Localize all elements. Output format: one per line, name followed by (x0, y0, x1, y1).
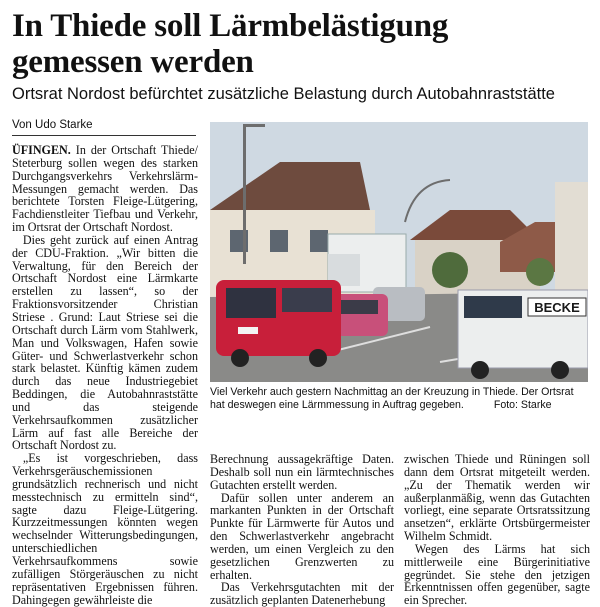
caption-line-2: hat deswegen eine Lärmmessung in Auftrag gegeben. (210, 399, 464, 411)
dateline: ÜFINGEN. (12, 143, 71, 157)
becker-truck-window (464, 296, 522, 318)
paragraph: Berechnung aussagekräftige Daten. Deshalb soll nun ein lärmtechnisches Gutachten erstellt werden. (210, 452, 394, 492)
photo-caption (210, 386, 590, 412)
photo-credit: Foto: Starke (493, 399, 552, 411)
street-lamp (243, 124, 246, 264)
paragraph: Dies geht zurück auf einen Antrag der CDU-Fraktion. „Wir bitten die Verwaltung, für den Bereich der Ortschaft Nordost eine Lärmkarte erstellen zu lassen“, so der Fraktionsvorsitzender Christian Striese . Grund: Laut Striese sei die Ortschaft durch Lärm vom Stahlwerk, Man und Volkswagen, Hafen sowie Güter- und Schwerlastverkehr schon stark belastet. Künftig kämen zudem durch das neue Industriegebiet Beddingen, die Autobahnraststätte und das steigende Verkehrsaufkommen zusätzlicher Lärm auf fast alle Bereiche der Ortschaft Nordost zu. (12, 232, 198, 453)
headline-line-2: gemessen werden (12, 44, 254, 80)
paragraph-text: In der Ortschaft Thiede/ Steterburg sollen wegen des starken Durchgangsverkehrs Verkehrslärm-Messungen gemacht werden. Das berichtete Torsten Fleige-Lütgering, Fachdienstleiter Tiefbau und Verkehr, im Ortsrat der Ortschaft Nordost. (12, 143, 198, 235)
tree (526, 258, 554, 286)
byline: Von Udo Starke (12, 118, 196, 136)
wheel (551, 361, 569, 379)
headline (12, 8, 592, 80)
subheadline: Ortsrat Nordost befürchtet zusätzliche Belastung durch Autobahnraststätte (12, 85, 555, 103)
paragraph: Das Verkehrsgutachten mit der zusätzlich geplanten Datenerhebung (210, 580, 394, 607)
headline-line-1: In Thiede soll Lärmbelästigung (12, 8, 449, 44)
paragraph (12, 144, 198, 234)
traffic-photo (210, 122, 588, 382)
paragraph: „Es ist vorgeschrieben, dass Verkehrsgeräuschemissionen grundsätzlich rechnerisch und nicht messtechnisch zu ermitteln sind“, sagte dazu Fleige-Lütgering. Kurzzeitmessungen könnten wegen wechselnder Witterungsbedingungen, unterschiedlichen Verkehrsaufkommens sowie zufälligen Störgeräuschen zu nicht repräsentativen Ergebnissen führen. Dahingegen gewährleiste die (12, 451, 198, 607)
paragraph: Dafür sollen unter anderem an markanten Punkten in der Ortschaft Punkte für Lärmwerte für Autos und den Schwerlastverkehr angebracht werden, um einen Vergleich zu den gesetzlichen Grenzwerten zu erhalten. (210, 490, 394, 582)
street-lamp-arm (243, 124, 265, 127)
becker-sign: BECKE (534, 300, 580, 315)
window (270, 230, 288, 252)
tree (432, 252, 468, 288)
traffic-photo-image (210, 122, 588, 382)
paragraph: zwischen Thiede und Rüningen soll dann dem Ortsrat mitgeteilt werden. „Zu der Thematik werden wir außerplanmäßig, wenn das Gutachten vorliegt, eine separate Ortsratssitzung ansetzen“, erklärte Ortsbürgermeister Wilhelm Schmidt. (404, 452, 590, 544)
pink-car-window (340, 300, 378, 314)
wheel (231, 349, 249, 367)
article-column-1 (12, 144, 198, 606)
tall-house (555, 182, 588, 292)
wheel (471, 361, 489, 379)
caption-line-1: Viel Verkehr auch gestern Nachmittag an der Kreuzung in Thiede. Der Ortsrat (210, 386, 574, 398)
red-van-side-window (282, 288, 332, 312)
wheel (309, 349, 327, 367)
license-plate (238, 327, 258, 334)
red-van-rear-window (226, 288, 276, 318)
window (310, 230, 328, 252)
paragraph: Wegen des Lärms hat sich mittlerweile eine Bürgerinitiative gegründet. Sie stehe den jetzigen Erkenntnissen offen gegenüber, sagte ein Sprecher. (404, 541, 590, 607)
